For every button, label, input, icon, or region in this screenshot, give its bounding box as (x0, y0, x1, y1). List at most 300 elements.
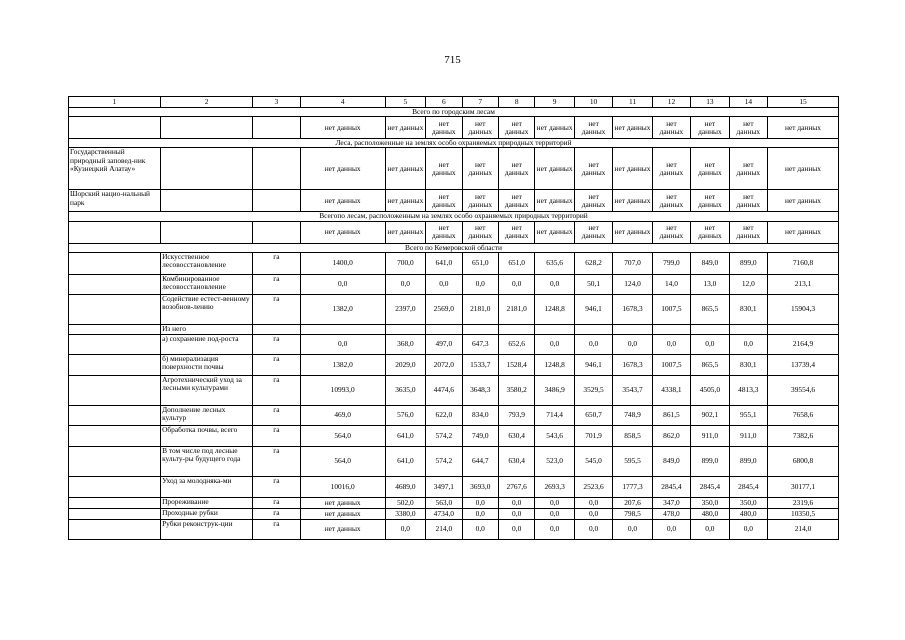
value-cell: 707,0 (613, 252, 652, 274)
value-cell: 0,0 (462, 519, 498, 539)
measure-name-cell: а) сохранение под-роста (161, 334, 253, 354)
area-name-cell (69, 476, 161, 497)
value-cell: 0,0 (385, 519, 425, 539)
value-cell: 4689,0 (385, 476, 425, 497)
value-cell (652, 324, 690, 334)
measure-name-cell: В том числе под лесные культу-ры будущего года (161, 446, 253, 476)
unit-cell: га (253, 519, 301, 539)
section-heading: Всего по городским лесам (69, 108, 839, 117)
value-cell (729, 324, 767, 334)
value-cell: 2845,4 (652, 476, 690, 497)
value-cell: нет данных (652, 190, 690, 212)
value-cell: 4505,0 (691, 375, 729, 405)
value-cell: 641,0 (385, 425, 425, 446)
value-cell: 4474,6 (426, 375, 462, 405)
measure-name-cell: Агротехнический уход за лесными культурами (161, 375, 253, 405)
value-cell: 4813,3 (729, 375, 767, 405)
value-cell: 865,5 (691, 354, 729, 375)
unit-cell: га (253, 476, 301, 497)
value-cell: 12,0 (729, 274, 767, 294)
unit-cell: га (253, 294, 301, 324)
value-cell: 1777,3 (613, 476, 652, 497)
value-cell: 0,0 (498, 497, 534, 508)
value-cell: 15904,3 (768, 294, 839, 324)
value-cell: 576,0 (385, 405, 425, 425)
value-cell: нет данных (498, 148, 534, 190)
value-cell: нет данных (300, 221, 385, 243)
value-cell: 545,0 (574, 446, 612, 476)
value-cell: нет данных (768, 190, 839, 212)
value-cell: 861,5 (652, 405, 690, 425)
measure-name-cell (161, 117, 253, 139)
value-cell: 3635,0 (385, 375, 425, 405)
value-cell: 2397,0 (385, 294, 425, 324)
page-number: 715 (444, 54, 461, 66)
table-row (69, 405, 839, 425)
column-number-cell: 15 (768, 97, 839, 108)
value-cell: 3693,0 (462, 476, 498, 497)
value-cell: 630,4 (498, 446, 534, 476)
value-cell: 1382,0 (300, 354, 385, 375)
value-cell: 899,0 (729, 446, 767, 476)
value-cell: 523,0 (535, 446, 574, 476)
value-cell: 50,1 (574, 274, 612, 294)
value-cell: 899,0 (691, 446, 729, 476)
column-number-cell: 5 (385, 97, 425, 108)
value-cell: нет данных (535, 148, 574, 190)
value-cell: нет данных (574, 190, 612, 212)
value-cell: 350,0 (691, 497, 729, 508)
value-cell: нет данных (652, 117, 690, 139)
table-row (69, 274, 839, 294)
section-heading: Леса, расположенные на землях особо охраняемых природных территорий (69, 139, 839, 148)
value-cell: 911,0 (691, 425, 729, 446)
value-cell: нет данных (574, 148, 612, 190)
value-cell: 10350,5 (768, 508, 839, 519)
value-cell: 6800,8 (768, 446, 839, 476)
value-cell: 2767,6 (498, 476, 534, 497)
measure-name-cell: Дополнение лесных культур (161, 405, 253, 425)
value-cell (385, 324, 425, 334)
value-cell: 214,0 (426, 519, 462, 539)
value-cell: нет данных (385, 117, 425, 139)
measure-name-cell: Содействие естест-венному возобнов-лению (161, 294, 253, 324)
column-number-cell: 3 (253, 97, 301, 108)
value-cell: 0,0 (498, 274, 534, 294)
value-cell: нет данных (729, 190, 767, 212)
value-cell: 2072,0 (426, 354, 462, 375)
column-number-cell: 4 (300, 97, 385, 108)
value-cell: 213,1 (768, 274, 839, 294)
value-cell: 574,2 (426, 425, 462, 446)
value-cell: 849,0 (652, 446, 690, 476)
table-row (69, 354, 839, 375)
measure-name-cell (161, 221, 253, 243)
value-cell: 1248,8 (535, 354, 574, 375)
value-cell: 865,5 (691, 294, 729, 324)
value-cell: нет данных (768, 221, 839, 243)
value-cell: 13739,4 (768, 354, 839, 375)
table-row (69, 519, 839, 539)
unit-cell: га (253, 508, 301, 519)
section-heading-row (69, 212, 839, 221)
value-cell: 1007,5 (652, 294, 690, 324)
value-cell: 749,0 (462, 425, 498, 446)
value-cell: 1007,5 (652, 354, 690, 375)
value-cell: 0,0 (691, 334, 729, 354)
value-cell: нет данных (535, 221, 574, 243)
value-cell: нет данных (426, 117, 462, 139)
value-cell: 7382,6 (768, 425, 839, 446)
table-row (69, 476, 839, 497)
value-cell: 2029,0 (385, 354, 425, 375)
area-name-cell (69, 294, 161, 324)
value-cell: 0,0 (462, 274, 498, 294)
value-cell: нет данных (426, 221, 462, 243)
value-cell: нет данных (300, 117, 385, 139)
value-cell: 2319,6 (768, 497, 839, 508)
value-cell (768, 324, 839, 334)
value-cell: 0,0 (574, 497, 612, 508)
value-cell: нет данных (535, 117, 574, 139)
measure-name-cell: Рубки реконструк-ции (161, 519, 253, 539)
value-cell: 469,0 (300, 405, 385, 425)
value-cell: 2845,4 (691, 476, 729, 497)
value-cell: нет данных (462, 148, 498, 190)
area-name-cell (69, 446, 161, 476)
unit-cell (253, 190, 301, 212)
value-cell: 574,2 (426, 446, 462, 476)
value-cell: 347,0 (652, 497, 690, 508)
value-cell: 30177,1 (768, 476, 839, 497)
value-cell: нет данных (691, 148, 729, 190)
value-cell: 10993,0 (300, 375, 385, 405)
value-cell: 4338,1 (652, 375, 690, 405)
value-cell: 480,0 (729, 508, 767, 519)
value-cell: 0,0 (613, 334, 652, 354)
value-cell: 651,0 (498, 252, 534, 274)
value-cell: 564,0 (300, 425, 385, 446)
column-number-cell: 14 (729, 97, 767, 108)
value-cell: нет данных (385, 221, 425, 243)
value-cell: 0,0 (498, 519, 534, 539)
unit-cell: га (253, 252, 301, 274)
value-cell: нет данных (498, 117, 534, 139)
value-cell: 7658,6 (768, 405, 839, 425)
value-cell: 1678,3 (613, 354, 652, 375)
measure-name-cell (161, 148, 253, 190)
table-row (69, 148, 839, 190)
value-cell: 2845,4 (729, 476, 767, 497)
value-cell: 0,0 (652, 334, 690, 354)
value-cell: 849,0 (691, 252, 729, 274)
unit-cell (253, 117, 301, 139)
table-row (69, 252, 839, 274)
area-name-cell (69, 324, 161, 334)
area-name-cell: Государственный природный заповед-ник «Кузнецкий Алатау» (69, 148, 161, 190)
section-heading-row (69, 139, 839, 148)
value-cell: 2181,0 (498, 294, 534, 324)
value-cell: нет данных (613, 117, 652, 139)
value-cell: 0,0 (652, 519, 690, 539)
value-cell: 798,5 (613, 508, 652, 519)
value-cell: 0,0 (535, 519, 574, 539)
value-cell: нет данных (574, 221, 612, 243)
value-cell: 14,0 (652, 274, 690, 294)
value-cell: 13,0 (691, 274, 729, 294)
value-cell: нет данных (613, 221, 652, 243)
value-cell: 0,0 (574, 334, 612, 354)
value-cell (498, 324, 534, 334)
value-cell: 748,9 (613, 405, 652, 425)
area-name-cell (69, 375, 161, 405)
unit-cell: га (253, 425, 301, 446)
value-cell: 564,0 (300, 446, 385, 476)
value-cell: нет данных (535, 190, 574, 212)
value-cell: 799,0 (652, 252, 690, 274)
value-cell (574, 324, 612, 334)
value-cell: 3380,0 (385, 508, 425, 519)
value-cell: 946,1 (574, 294, 612, 324)
column-number-cell: 11 (613, 97, 652, 108)
value-cell (691, 324, 729, 334)
value-cell (300, 324, 385, 334)
value-cell: нет данных (768, 117, 839, 139)
unit-cell: га (253, 354, 301, 375)
value-cell: нет данных (385, 148, 425, 190)
area-name-cell (69, 405, 161, 425)
area-name-cell (69, 334, 161, 354)
value-cell: 1678,3 (613, 294, 652, 324)
column-number-cell: 12 (652, 97, 690, 108)
value-cell: 0,0 (729, 334, 767, 354)
value-cell: 647,3 (462, 334, 498, 354)
value-cell: 1400,0 (300, 252, 385, 274)
value-cell: нет данных (498, 190, 534, 212)
value-cell: 793,9 (498, 405, 534, 425)
value-cell: 0,0 (574, 508, 612, 519)
value-cell: 630,4 (498, 425, 534, 446)
value-cell: 0,0 (300, 334, 385, 354)
value-cell: 0,0 (535, 274, 574, 294)
value-cell: 644,7 (462, 446, 498, 476)
measure-name-cell: Искусственное лесовосстановление (161, 252, 253, 274)
value-cell: 7160,8 (768, 252, 839, 274)
value-cell: 368,0 (385, 334, 425, 354)
value-cell: 902,1 (691, 405, 729, 425)
value-cell: нет данных (462, 190, 498, 212)
value-cell: 946,1 (574, 354, 612, 375)
column-number-cell: 1 (69, 97, 161, 108)
column-number-cell: 8 (498, 97, 534, 108)
value-cell: 830,1 (729, 354, 767, 375)
value-cell: нет данных (574, 117, 612, 139)
value-cell: 563,0 (426, 497, 462, 508)
table-row (69, 508, 839, 519)
value-cell: нет данных (385, 190, 425, 212)
value-cell: нет данных (426, 148, 462, 190)
measure-name-cell: Проходные рубки (161, 508, 253, 519)
column-number-cell: 13 (691, 97, 729, 108)
section-heading: Всегопо лесам, расположенным на землях особо охраняемых природных территорий (69, 212, 839, 221)
table-row (69, 117, 839, 139)
table-row (69, 221, 839, 243)
value-cell: 207,6 (613, 497, 652, 508)
table-row (69, 324, 839, 334)
value-cell: нет данных (300, 508, 385, 519)
section-heading: Всего по Кемеровской области (69, 243, 839, 252)
value-cell: нет данных (462, 221, 498, 243)
measure-name-cell: Уход за молодняка-ми (161, 476, 253, 497)
measure-name-cell: б) минерализация поверхности почвы (161, 354, 253, 375)
value-cell: 478,0 (652, 508, 690, 519)
value-cell: 3543,7 (613, 375, 652, 405)
value-cell: 214,0 (768, 519, 839, 539)
value-cell: 1248,8 (535, 294, 574, 324)
section-heading-row (69, 243, 839, 252)
unit-cell: га (253, 274, 301, 294)
value-cell: 955,1 (729, 405, 767, 425)
value-cell: 858,5 (613, 425, 652, 446)
value-cell: 628,2 (574, 252, 612, 274)
value-cell: 0,0 (462, 497, 498, 508)
value-cell: 911,0 (729, 425, 767, 446)
column-number-cell: 7 (462, 97, 498, 108)
value-cell: 2569,0 (426, 294, 462, 324)
value-cell: 595,5 (613, 446, 652, 476)
unit-cell (253, 221, 301, 243)
unit-cell: га (253, 334, 301, 354)
value-cell: нет данных (691, 117, 729, 139)
table-row (69, 446, 839, 476)
value-cell: 3486,9 (535, 375, 574, 405)
table-row (69, 190, 839, 212)
area-name-cell (69, 508, 161, 519)
value-cell: 3497,1 (426, 476, 462, 497)
value-cell: 862,0 (652, 425, 690, 446)
area-name-cell (69, 425, 161, 446)
value-cell: 480,0 (691, 508, 729, 519)
value-cell: нет данных (462, 117, 498, 139)
column-number-cell: 2 (161, 97, 253, 108)
value-cell: 701,9 (574, 425, 612, 446)
value-cell: 350,0 (729, 497, 767, 508)
value-cell (535, 324, 574, 334)
area-name-cell (69, 252, 161, 274)
value-cell: 0,0 (613, 519, 652, 539)
value-cell: 3529,5 (574, 375, 612, 405)
value-cell: 39554,6 (768, 375, 839, 405)
table-row (69, 294, 839, 324)
value-cell: нет данных (300, 190, 385, 212)
area-name-cell (69, 274, 161, 294)
value-cell: 0,0 (535, 508, 574, 519)
value-cell: 834,0 (462, 405, 498, 425)
value-cell: нет данных (729, 117, 767, 139)
value-cell: 714,4 (535, 405, 574, 425)
value-cell: 0,0 (300, 274, 385, 294)
area-name-cell (69, 519, 161, 539)
value-cell: 0,0 (498, 508, 534, 519)
table-row (69, 375, 839, 405)
value-cell: нет данных (729, 148, 767, 190)
area-name-cell (69, 497, 161, 508)
value-cell: нет данных (768, 148, 839, 190)
value-cell: нет данных (613, 190, 652, 212)
value-cell (613, 324, 652, 334)
value-cell: 651,0 (462, 252, 498, 274)
value-cell: 0,0 (535, 334, 574, 354)
value-cell (462, 324, 498, 334)
value-cell: 0,0 (535, 497, 574, 508)
value-cell: нет данных (498, 221, 534, 243)
area-name-cell (69, 221, 161, 243)
value-cell: 1528,4 (498, 354, 534, 375)
measure-name-cell: Комбинированное лесовосстановление (161, 274, 253, 294)
value-cell: 0,0 (385, 274, 425, 294)
measure-name-cell: Из него (161, 324, 253, 334)
value-cell: 2164,9 (768, 334, 839, 354)
column-number-cell: 10 (574, 97, 612, 108)
value-cell: 2181,0 (462, 294, 498, 324)
unit-cell: га (253, 375, 301, 405)
value-cell: 3580,2 (498, 375, 534, 405)
value-cell: нет данных (300, 519, 385, 539)
value-cell: 497,0 (426, 334, 462, 354)
section-heading-row (69, 108, 839, 117)
value-cell: 0,0 (426, 274, 462, 294)
value-cell: 899,0 (729, 252, 767, 274)
value-cell: нет данных (300, 497, 385, 508)
table-row (69, 497, 839, 508)
value-cell (426, 324, 462, 334)
measure-name-cell: Прореживание (161, 497, 253, 508)
column-number-cell: 9 (535, 97, 574, 108)
value-cell: 502,0 (385, 497, 425, 508)
value-cell: нет данных (652, 221, 690, 243)
value-cell: 543,6 (535, 425, 574, 446)
value-cell: 650,7 (574, 405, 612, 425)
column-number-row (69, 97, 839, 108)
unit-cell (253, 148, 301, 190)
value-cell: 10016,0 (300, 476, 385, 497)
forest-measures-table (68, 96, 839, 540)
value-cell: 0,0 (691, 519, 729, 539)
measure-name-cell: Обработка почвы, всего (161, 425, 253, 446)
value-cell: 2523,6 (574, 476, 612, 497)
measure-name-cell (161, 190, 253, 212)
value-cell: 0,0 (729, 519, 767, 539)
value-cell: нет данных (426, 190, 462, 212)
table-row (69, 334, 839, 354)
value-cell: 641,0 (426, 252, 462, 274)
value-cell: 124,0 (613, 274, 652, 294)
value-cell: 4734,0 (426, 508, 462, 519)
value-cell: нет данных (652, 148, 690, 190)
value-cell: 652,6 (498, 334, 534, 354)
unit-cell: га (253, 446, 301, 476)
value-cell: 700,0 (385, 252, 425, 274)
value-cell: нет данных (691, 190, 729, 212)
unit-cell (253, 324, 301, 334)
value-cell: 3648,3 (462, 375, 498, 405)
value-cell: 1533,7 (462, 354, 498, 375)
value-cell: 2693,3 (535, 476, 574, 497)
unit-cell: га (253, 497, 301, 508)
value-cell: 0,0 (574, 519, 612, 539)
value-cell: 622,0 (426, 405, 462, 425)
value-cell: нет данных (300, 148, 385, 190)
